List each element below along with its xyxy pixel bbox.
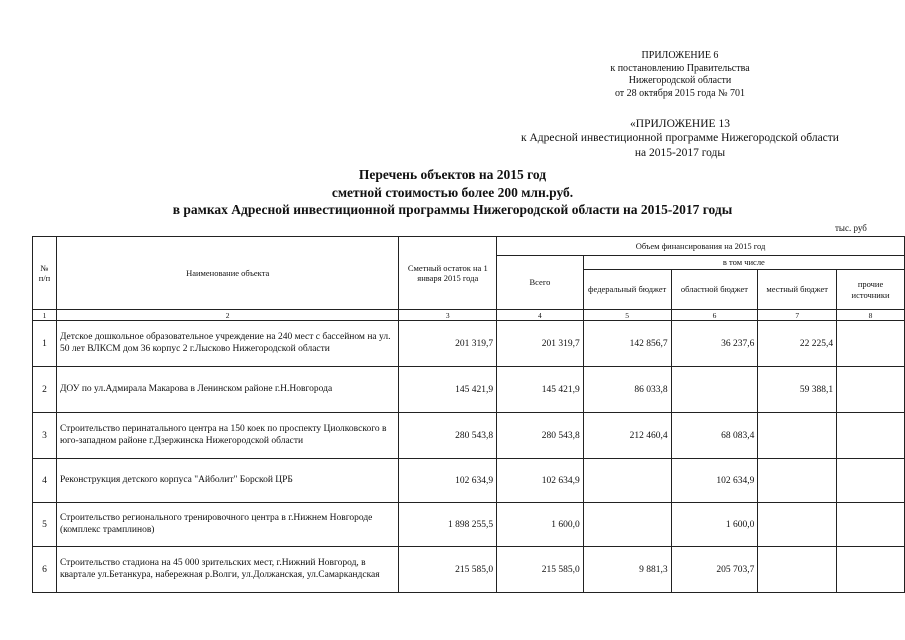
balance-value: 280 543,8 xyxy=(399,413,497,459)
header-balance: Сметный остаток на 1 января 2015 года xyxy=(399,237,497,310)
col-index: 5 xyxy=(583,310,671,321)
balance-value: 1 898 255,5 xyxy=(399,503,497,547)
header-federal: федеральный бюджет xyxy=(583,270,671,310)
federal-value: 86 033,8 xyxy=(583,367,671,413)
header-funding: Объем финансирования на 2015 год xyxy=(497,237,905,256)
local-value xyxy=(758,547,837,593)
local-value xyxy=(758,459,837,503)
other-value xyxy=(837,413,905,459)
other-value xyxy=(837,459,905,503)
header-num: № п/п xyxy=(33,237,57,310)
total-value: 102 634,9 xyxy=(497,459,584,503)
appendix-6-title: ПРИЛОЖЕНИЕ 6 xyxy=(641,50,719,61)
appendix-6-date: от 28 октября 2015 года № 701 xyxy=(614,87,746,99)
unit-label: тыс. руб xyxy=(835,223,867,233)
other-value xyxy=(837,503,905,547)
total-value: 1 600,0 xyxy=(497,503,584,547)
total-value: 280 543,8 xyxy=(497,413,584,459)
balance-value: 102 634,9 xyxy=(399,459,497,503)
local-value xyxy=(758,503,837,547)
row-number: 3 xyxy=(33,413,57,459)
balance-value: 201 319,7 xyxy=(399,321,497,367)
header-other: прочие источники xyxy=(837,270,905,310)
document-title xyxy=(0,166,905,219)
other-value xyxy=(837,367,905,413)
other-value xyxy=(837,547,905,593)
row-number: 5 xyxy=(33,503,57,547)
balance-value: 215 585,0 xyxy=(399,547,497,593)
table-row xyxy=(33,503,905,547)
objects-table xyxy=(32,236,905,593)
federal-value xyxy=(583,459,671,503)
table-row xyxy=(33,547,905,593)
header-name: Наименование объекта xyxy=(56,237,398,310)
table-row xyxy=(33,459,905,503)
col-index: 3 xyxy=(399,310,497,321)
total-value: 201 319,7 xyxy=(497,321,584,367)
total-value: 145 421,9 xyxy=(497,367,584,413)
local-value xyxy=(758,413,837,459)
row-number: 2 xyxy=(33,367,57,413)
object-name: Строительство регионального тренировочного центра в г.Нижнем Новгороде (комплекс трамплинов) xyxy=(56,503,398,547)
appendix-13-header xyxy=(490,117,870,160)
regional-value xyxy=(671,367,758,413)
regional-value: 68 083,4 xyxy=(671,413,758,459)
col-index: 8 xyxy=(837,310,905,321)
table-body xyxy=(33,321,905,593)
object-name: Строительство перинатального центра на 150 коек по проспекту Циолковского в юго-западном районе г.Дзержинска Нижегородской области xyxy=(56,413,398,459)
appendix-6-line3: Нижегородской области xyxy=(628,75,732,86)
local-value: 22 225,4 xyxy=(758,321,837,367)
header-local: местный бюджет xyxy=(758,270,837,310)
federal-value: 9 881,3 xyxy=(583,547,671,593)
appendix-13-line2: к Адресной инвестиционной программе Нижегородской области xyxy=(521,132,839,145)
col-index: 2 xyxy=(56,310,398,321)
appendix-6-line2: к постановлению Правительства xyxy=(610,62,750,74)
federal-value: 212 460,4 xyxy=(583,413,671,459)
other-value xyxy=(837,321,905,367)
col-index: 4 xyxy=(497,310,584,321)
header-regional: областной бюджет xyxy=(671,270,758,310)
regional-value: 1 600,0 xyxy=(671,503,758,547)
local-value: 59 388,1 xyxy=(758,367,837,413)
regional-value: 36 237,6 xyxy=(671,321,758,367)
header-total: Всего xyxy=(497,256,584,310)
appendix-6-header xyxy=(575,50,785,100)
header-including: в том числе xyxy=(583,256,904,270)
row-number: 4 xyxy=(33,459,57,503)
appendix-13-title: «ПРИЛОЖЕНИЕ 13 xyxy=(630,118,730,130)
table-row xyxy=(33,321,905,367)
federal-value xyxy=(583,503,671,547)
regional-value: 205 703,7 xyxy=(671,547,758,593)
table-row xyxy=(33,367,905,413)
object-name: Реконструкция детского корпуса "Айболит" Борской ЦРБ xyxy=(56,459,398,503)
col-index: 1 xyxy=(33,310,57,321)
row-number: 1 xyxy=(33,321,57,367)
table-row xyxy=(33,413,905,459)
row-number: 6 xyxy=(33,547,57,593)
appendix-13-line3: на 2015-2017 годы xyxy=(634,146,726,159)
title-line-2: сметной стоимостью более 200 млн.руб. xyxy=(331,184,574,200)
col-index: 7 xyxy=(758,310,837,321)
object-name: ДОУ по ул.Адмирала Макарова в Ленинском районе г.Н.Новгорода xyxy=(56,367,398,413)
balance-value: 145 421,9 xyxy=(399,367,497,413)
object-name: Детское дошкольное образовательное учреждение на 240 мест с бассейном на ул. 50 лет ВЛКСМ дом 36 корпус 2 г.Лысково Нижегородской области xyxy=(56,321,398,367)
column-index-row xyxy=(33,310,905,321)
total-value: 215 585,0 xyxy=(497,547,584,593)
federal-value: 142 856,7 xyxy=(583,321,671,367)
col-index: 6 xyxy=(671,310,758,321)
title-line-1: Перечень объектов на 2015 год xyxy=(358,167,547,182)
regional-value: 102 634,9 xyxy=(671,459,758,503)
title-line-3: в рамках Адресной инвестиционной программы Нижегородской области на 2015-2017 годы xyxy=(172,202,733,218)
object-name: Строительство стадиона на 45 000 зрительских мест, г.Нижний Новгород, в квартале ул.Бетанкура, набережная р.Волги, ул.Должанская, ул.Самаркандская xyxy=(56,547,398,593)
